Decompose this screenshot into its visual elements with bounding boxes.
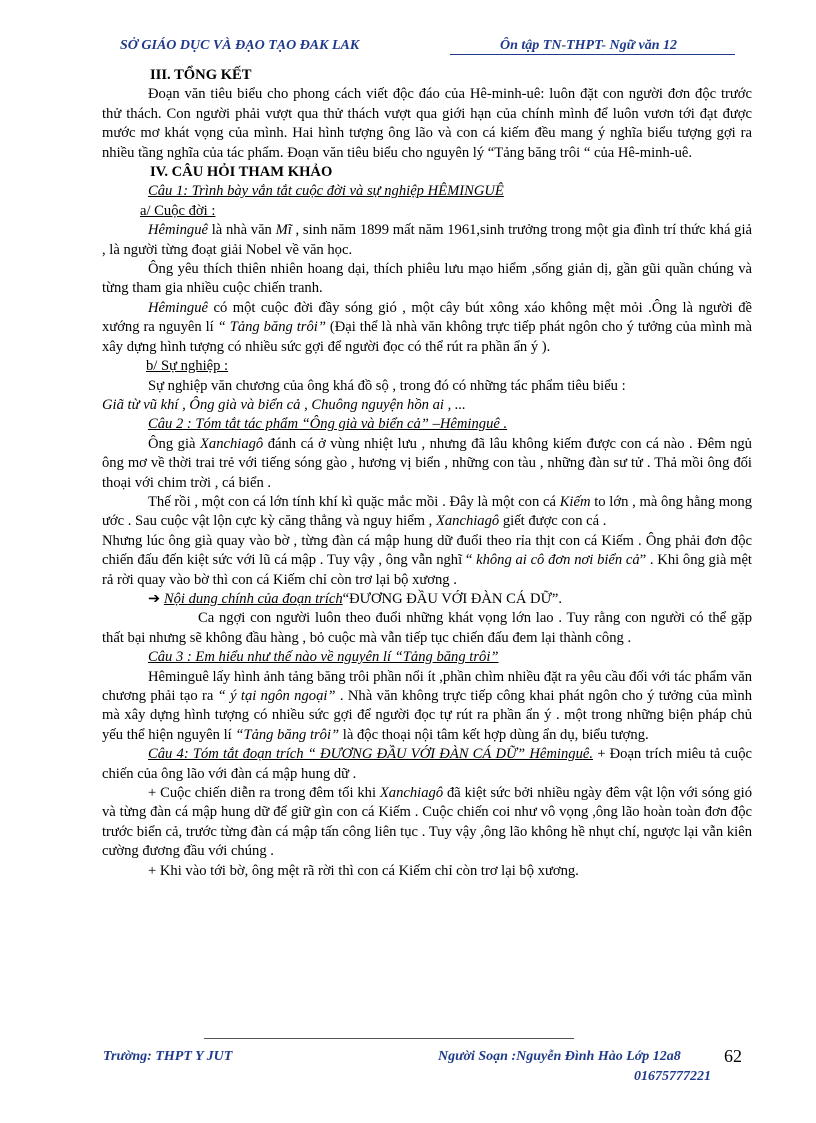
text-span: Nhưng lúc ông già quay vào bờ , từng đàn cá mập hung dữ đuổi theo rỉa thịt con cá Kiếm . Ông phải đơn độc chiến đấu đến kiệt sức với lũ cá mập . Tuy vậy , ông vẫn nghĩ “ bbox=[102, 532, 752, 569]
text-span: là nhà văn bbox=[207, 222, 276, 239]
ending-paragraph: + Khi vào tới bờ, ông mệt rã rời thì con cá Kiếm chỉ còn trơ lại bộ xương. bbox=[148, 862, 579, 879]
principle-paragraph bbox=[102, 668, 752, 746]
header-left: SỞ GIÁO DỤC VÀ ĐẠO TẠO ĐAK LAK bbox=[120, 38, 360, 53]
text-span: đã kiệt sức bởi nhiều ngày đêm vật lộn với sóng gió và từng đàn cá mập hung dữ để giữ gìn con cá Kiếm . Cuộc chiến coi như vô vọng ,ông lão hoàn toàn đơn độc trước biển cả, trước từng đàn cá mập tấn công liên tục . Tuy vậy ,ông lão không hề nhụt chí, ngược lại vẫn kiên cường đương đầu với chúng . bbox=[102, 785, 752, 860]
text-span: Thế rồi , một con cá lớn tính khí kì quặc mắc mồi . Đây là một con cá bbox=[148, 493, 560, 510]
text-span: giết được con cá . bbox=[499, 513, 607, 530]
character-name: Xanchiagô bbox=[379, 785, 444, 802]
summary-paragraph-3 bbox=[102, 532, 752, 590]
main-content-line bbox=[102, 590, 752, 609]
character-name: Xanchiagô bbox=[435, 513, 500, 530]
footer-phone: 01675777221 bbox=[634, 1069, 711, 1084]
fish-name: Kiếm bbox=[559, 493, 591, 510]
text-span: + Đoạn trích miêu tả cuộc chiến của ông lão với đàn cá mập hung dữ . bbox=[102, 746, 752, 782]
section-summary-title: III. TỔNG KẾT bbox=[150, 67, 252, 83]
text-span: Ông già bbox=[148, 435, 200, 452]
summary-paragraph-2 bbox=[102, 493, 752, 532]
text-span: + Cuộc chiến diễn ra trong đêm tối khi bbox=[148, 785, 380, 802]
text-span: to lớn , mà ông hằng mong ước . Sau cuộc vật lộn cực kỳ căng thẳng và nguy hiểm , bbox=[102, 493, 753, 530]
principle-term: “ ý tại ngôn ngoại” bbox=[217, 688, 336, 704]
text-span: ” . Khi ông già mệt rả rời quay vào bờ thì con cá Kiếm chỉ còn trơ lại bộ xương . bbox=[102, 552, 752, 588]
battle-paragraph bbox=[102, 784, 752, 862]
page-content bbox=[102, 66, 752, 881]
question-3: Câu 3 : Em hiểu như thế nào về nguyên lí “Tảng băng trôi” bbox=[148, 649, 499, 666]
text-span: có một cuộc đời đầy sóng gió , một cây bút xông xáo không mệt mỏi .Ông là người đề xướng ra nguyên lí bbox=[102, 299, 752, 336]
author-name: Hêminguê bbox=[148, 222, 208, 239]
question-2: Câu 2 : Tóm tắt tác phẩm “Ông già và biển cả” –Hêminguê . bbox=[148, 416, 508, 433]
main-content-label: Nội dung chính của đoạn trích bbox=[163, 590, 343, 607]
question-4: Câu 4: Tóm tắt đoạn trích “ ĐƯƠNG ĐẦU VỚI ĐÀN CÁ DỮ” Hêminguê. bbox=[148, 746, 593, 763]
excerpt-title: “ĐƯƠNG ĐẦU VỚI ĐÀN CÁ DỮ”. bbox=[342, 590, 563, 607]
footer-divider bbox=[204, 1038, 574, 1039]
praise-paragraph: Ca ngợi con người luôn theo đuổi những khát vọng lớn lao . Tuy rằng con người có thể gặp thất bại nhưng sẽ không đầu hàng , bỏ cuộc mà vẫn tiếp tục chiến đấu đem lại thành công . bbox=[102, 610, 752, 646]
question-1: Câu 1: Trình bày vắn tắt cuộc đời và sự nghiệp HÊMINGUÊ bbox=[148, 183, 504, 200]
text-span: Hêminguê lấy hình ảnh tảng băng trôi phần nổi ít ,phần chìm nhiều đặt ra yêu cầu đối với tác phẩm văn chương phải tạo ra bbox=[102, 668, 752, 704]
life-paragraph-2: Ông yêu thích thiên nhiên hoang dại, thích phiêu lưu mạo hiểm ,sống giản dị, gần gũi quần chúng và từng tham gia nhiều cuộc chiến tranh. bbox=[102, 261, 752, 297]
page-number: 62 bbox=[724, 1046, 742, 1066]
arrow-icon: ➔ bbox=[148, 590, 164, 607]
principle-term: “Tảng băng trôi” bbox=[235, 726, 340, 743]
subheading-career: b/ Sự nghiệp : bbox=[146, 358, 229, 375]
text-span: đánh cá ở vùng nhiệt lưu , nhưng đã lâu không kiếm được con cá nào . Đêm ngủ ông mơ về thời trai trẻ với tiếng sóng gào , hương vị biển , những con tàu , những đàn sư tử . Thả mồi ông đối thoại với chim trời , cá biển . bbox=[102, 435, 752, 491]
text-span: là độc thoại nội tâm kết hợp dùng ẩn dụ, biểu tượng. bbox=[339, 726, 649, 743]
summary-paragraph-1 bbox=[102, 435, 752, 493]
principle-term: “ Tảng băng trôi” bbox=[217, 319, 326, 336]
quote: không ai cô đơn nơi biển cả bbox=[472, 552, 640, 569]
question-4-line bbox=[102, 745, 752, 784]
text-span: . Nhà văn không trực tiếp công khai phát ngôn cho ý tưởng của mình mà xây dựng hình tượng có nhiều sức gợi để người đọc tự rút ra phần ẩn ý . một trong những biện pháp chủ yếu thể hiện nguyên lí bbox=[102, 688, 753, 743]
life-paragraph-1 bbox=[102, 221, 752, 260]
subheading-life: a/ Cuộc đời : bbox=[140, 202, 216, 219]
text-span: , sinh năm 1899 mất năm 1961,sinh trưởng trong một gia đình trí thức khá giả , là người từng đoạt giải Nobel về văn học. bbox=[102, 222, 752, 258]
career-works: Giã từ vũ khí , Ông già và biển cả , Chuông nguyện hồn ai , ... bbox=[102, 396, 466, 413]
section-questions-title: IV. CÂU HỎI THAM KHẢO bbox=[150, 164, 333, 181]
life-paragraph-3 bbox=[102, 299, 752, 357]
character-name: Xanchiagô bbox=[199, 435, 264, 452]
section-summary-text: Đoạn văn tiêu biểu cho phong cách viết độc đáo của Hê-minh-uê: luôn đặt con người đơn độc trước thử thách. Con người phải vượt qua thử thách vượt qua giới hạn của chính mình để luôn vươn tới đạt được mước mơ khát vọng của mình. Hai hình tượng ông lão và con cá kiếm đều mang ý nghĩa biểu tượng gợi ra nhiều tầng nghĩa của tác phẩm. Đoạn văn tiêu biểu cho nguyên lý “Tảng băng trôi “ của Hê-minh-uê. bbox=[102, 86, 752, 161]
career-paragraph: Sự nghiệp văn chương của ông khá đồ sộ , trong đó có những tác phẩm tiêu biểu : bbox=[148, 377, 626, 394]
text-span: (Đại thể là nhà văn không trực tiếp phát ngôn cho ý tưởng của mình mà xây dựng hình tượng có nhiều sức gợi để người đọc có thể rút ra phần ẩn ý ). bbox=[102, 319, 752, 355]
footer-author: Người Soạn :Nguyễn Đình Hào Lớp 12a8 bbox=[438, 1049, 681, 1064]
country-name: Mĩ bbox=[275, 222, 292, 239]
author-name: Hêminguê bbox=[148, 299, 208, 316]
header-right: Ôn tập TN-THPT- Ngữ văn 12 bbox=[450, 38, 735, 55]
footer-school: Trường: THPT Y JUT bbox=[103, 1049, 233, 1064]
